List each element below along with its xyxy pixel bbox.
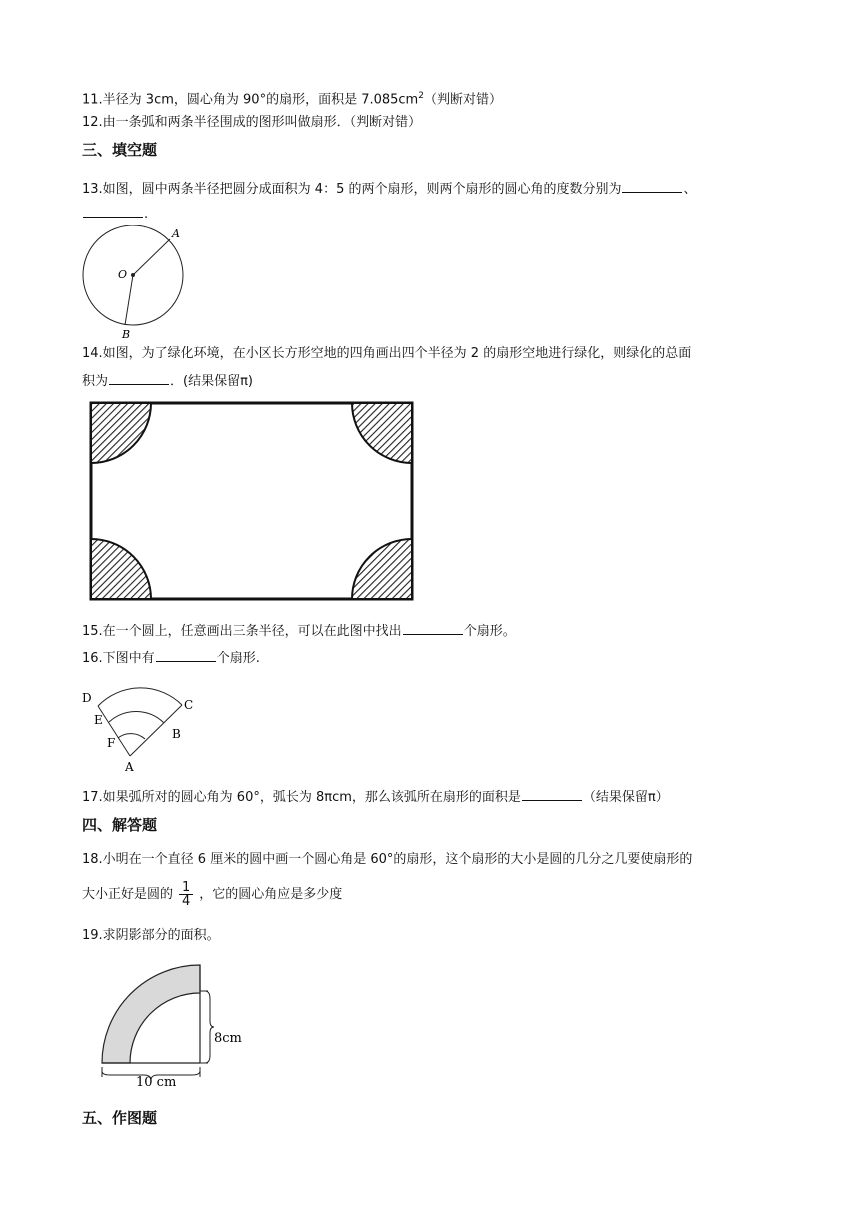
answer-blank	[83, 205, 143, 218]
label-e: E	[94, 713, 103, 727]
radius-oa	[133, 239, 170, 275]
question-14-line2	[82, 372, 253, 391]
q13-separator: 、	[683, 182, 697, 197]
q11-suffix: （判断对错）	[423, 92, 502, 108]
q14-prefix: 积为	[82, 374, 109, 389]
section-heading-drawing: 五、作图题	[82, 1109, 158, 1127]
label-b: B	[172, 727, 181, 741]
arc-dc	[98, 688, 182, 706]
question-13-line2	[82, 205, 148, 224]
label-c: C	[184, 698, 194, 712]
arc-e	[109, 712, 164, 723]
nested-sectors-figure	[78, 678, 198, 776]
rectangle-figure	[88, 400, 418, 605]
label-d: D	[82, 691, 92, 705]
label-b: B	[122, 328, 131, 341]
fraction	[179, 881, 193, 908]
question-16	[82, 649, 260, 668]
question-18: 18.小明在一个直径 6 厘米的圆中画一个圆心角是 60°的扇形，这个扇形的大小是圆的几分之几要使扇形的	[82, 852, 693, 867]
answer-blank	[622, 180, 682, 193]
fraction-numerator: 1	[179, 881, 193, 895]
question-15	[82, 622, 516, 641]
q17-suffix: （结果保留π）	[582, 790, 669, 805]
question-11	[82, 87, 502, 109]
fraction-denominator: 4	[182, 894, 191, 909]
arc-f	[118, 734, 145, 739]
shaded-ring-figure	[92, 955, 262, 1090]
q17-prefix: 17.如果弧所对的圆心角为 60°，弧长为 8πcm，那么该弧所在扇形的面积是	[82, 790, 521, 805]
answer-blank	[109, 372, 169, 385]
label-height: 8cm	[214, 1031, 242, 1046]
q13-text: 13.如图，圆中两条半径把圆分成面积为 4：5 的两个扇形，则两个扇形的圆心角的度数分别为	[82, 182, 622, 197]
label-o: O	[118, 268, 128, 281]
q15-suffix: 个扇形。	[463, 624, 516, 639]
question-18-line2	[82, 880, 342, 910]
q18-suffix: ，它的圆心角应是多少度	[199, 887, 343, 902]
q16-suffix: 个扇形.	[216, 651, 260, 666]
answer-blank	[403, 622, 463, 635]
shaded-region	[102, 965, 200, 1063]
label-f: F	[107, 736, 116, 750]
label-a: A	[125, 760, 134, 774]
q11-superscript: 2	[418, 91, 424, 101]
q11-text: 11.半径为 3cm，圆心角为 90°的扇形，面积是 7.085cm	[82, 92, 419, 108]
center-point	[131, 273, 135, 277]
question-14: 14.如图，为了绿化环境，在小区长方形空地的四角画出四个半径为 2 的扇形空地进行绿化，则绿化的总面	[82, 346, 692, 361]
section-heading-fill-in: 三、填空题	[82, 141, 158, 159]
circle-figure	[80, 225, 190, 343]
question-17	[82, 788, 669, 807]
q13-end: .	[144, 207, 149, 222]
q16-prefix: 16.下图中有	[82, 651, 155, 666]
label-a: A	[172, 227, 180, 240]
question-12: 12.由一条弧和两条半径围成的图形叫做扇形．（判断对错）	[82, 115, 422, 130]
q14-suffix: ．(结果保留π)	[170, 374, 253, 389]
answer-blank	[522, 788, 582, 801]
section-heading-answer: 四、解答题	[82, 816, 158, 834]
question-19: 19.求阴影部分的面积。	[82, 928, 220, 943]
label-width: 10 cm	[136, 1075, 177, 1090]
radius-ob	[125, 275, 133, 325]
question-13	[82, 180, 697, 199]
answer-blank	[156, 649, 216, 662]
q15-prefix: 15.在一个圆上，任意画出三条半径，可以在此图中找出	[82, 624, 402, 639]
q18-prefix: 大小正好是圆的	[82, 887, 174, 902]
height-brace	[205, 991, 214, 1063]
